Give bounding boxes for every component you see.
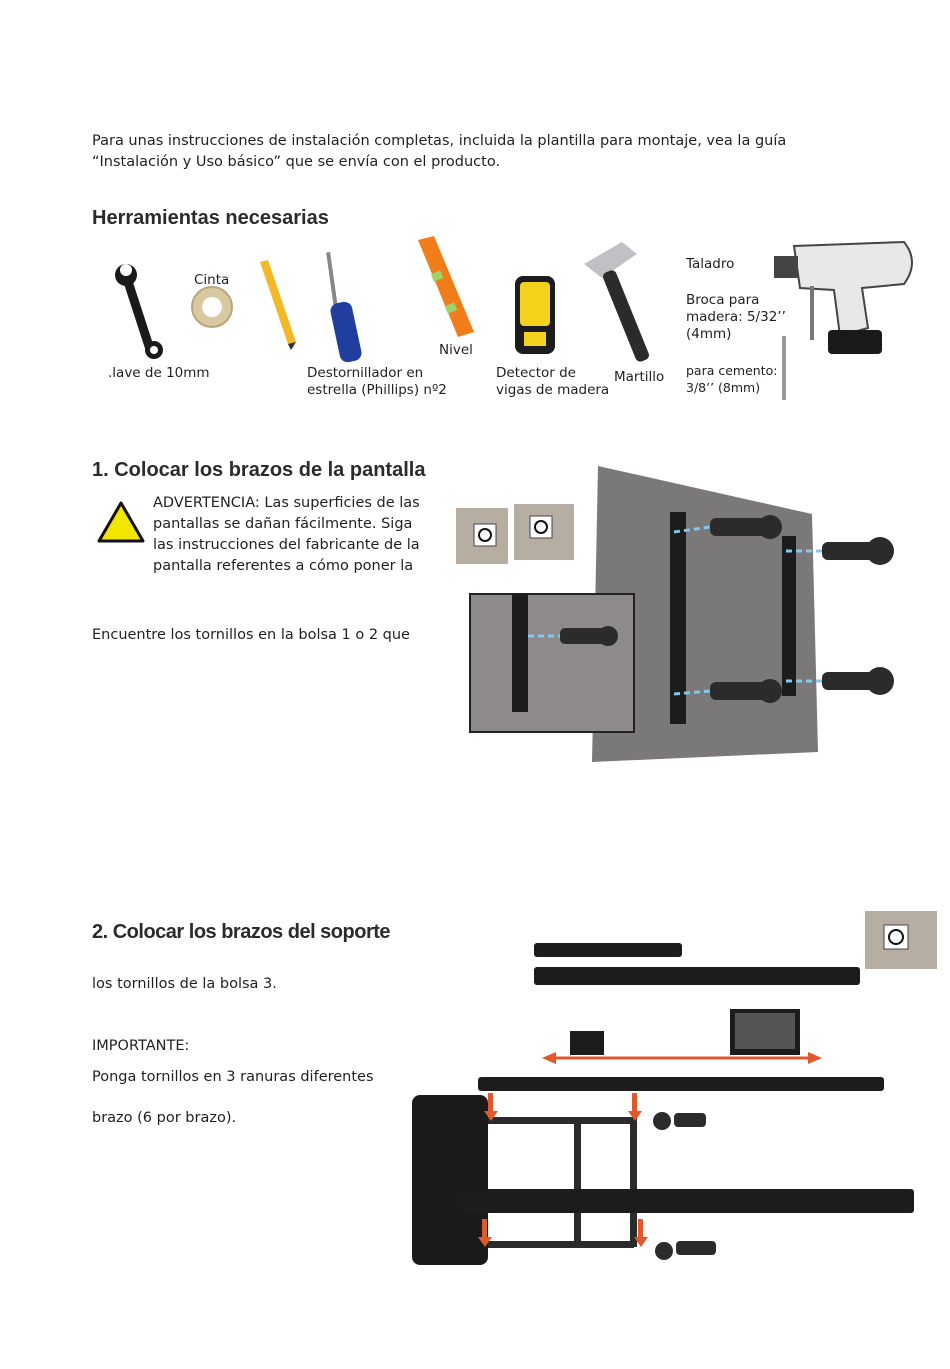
step2-line-1: los tornillos de la bolsa 3. <box>92 976 277 992</box>
tool-label-taladro: Taladro <box>686 256 735 272</box>
tools-heading: Herramientas necesarias <box>92 207 329 229</box>
stud-finder-icon <box>515 276 555 354</box>
intro-line-2: “Instalación y Uso básico” que se envía con el producto. <box>92 154 501 170</box>
intro-text <box>92 131 852 173</box>
step2-heading: 2. Colocar los brazos del soporte <box>92 921 391 943</box>
warning-icon <box>96 500 146 544</box>
tool-label-llave: .lave de 10mm <box>108 365 210 381</box>
drill-icon <box>774 242 912 354</box>
tool-label-detector: Detector de vigas de madera <box>496 365 610 398</box>
step1-warning: ADVERTENCIA: Las superficies de las pantallas se dañan fácilmente. Siga las instrucciones del fabricante de la pantalla referentes a cómo poner la <box>153 495 420 574</box>
step2-line-2: Ponga tornillos en 3 ranuras diferentes <box>92 1069 374 1085</box>
drill-bit-icon <box>782 286 814 400</box>
step2-line-3: brazo (6 por brazo). <box>92 1110 237 1126</box>
tool-label-martillo: Martillo <box>614 369 665 385</box>
pencil-icon <box>260 260 296 350</box>
step1-heading: 1. Colocar los brazos de la pantalla <box>92 459 426 481</box>
tools-panel <box>92 232 920 400</box>
screwdriver-icon <box>326 252 363 364</box>
level-icon <box>418 236 474 337</box>
tape-icon <box>192 287 232 327</box>
tool-label-broca: Broca para madera: 5/32’’ (4mm) <box>686 292 786 342</box>
tool-label-cinta: Cinta <box>194 272 230 288</box>
wrench-icon <box>115 264 163 359</box>
intro-line-1: Para unas instrucciones de instalación completas, incluida la plantilla para montaje, vea la guía <box>92 133 787 149</box>
tool-label-cemento: para cemento: 3/8’’ (8mm) <box>686 363 778 395</box>
step2-illustration <box>400 905 945 1275</box>
step2-important: IMPORTANTE: <box>92 1038 190 1054</box>
step1-screws-text: Encuentre los tornillos en la bolsa 1 o 2 que <box>92 627 410 643</box>
tool-label-nivel: Nivel <box>439 342 473 358</box>
step1-illustration <box>452 462 944 772</box>
tool-label-destornillador: Destornillador en estrella (Phillips) nº2 <box>307 365 447 398</box>
hammer-icon <box>584 242 650 363</box>
